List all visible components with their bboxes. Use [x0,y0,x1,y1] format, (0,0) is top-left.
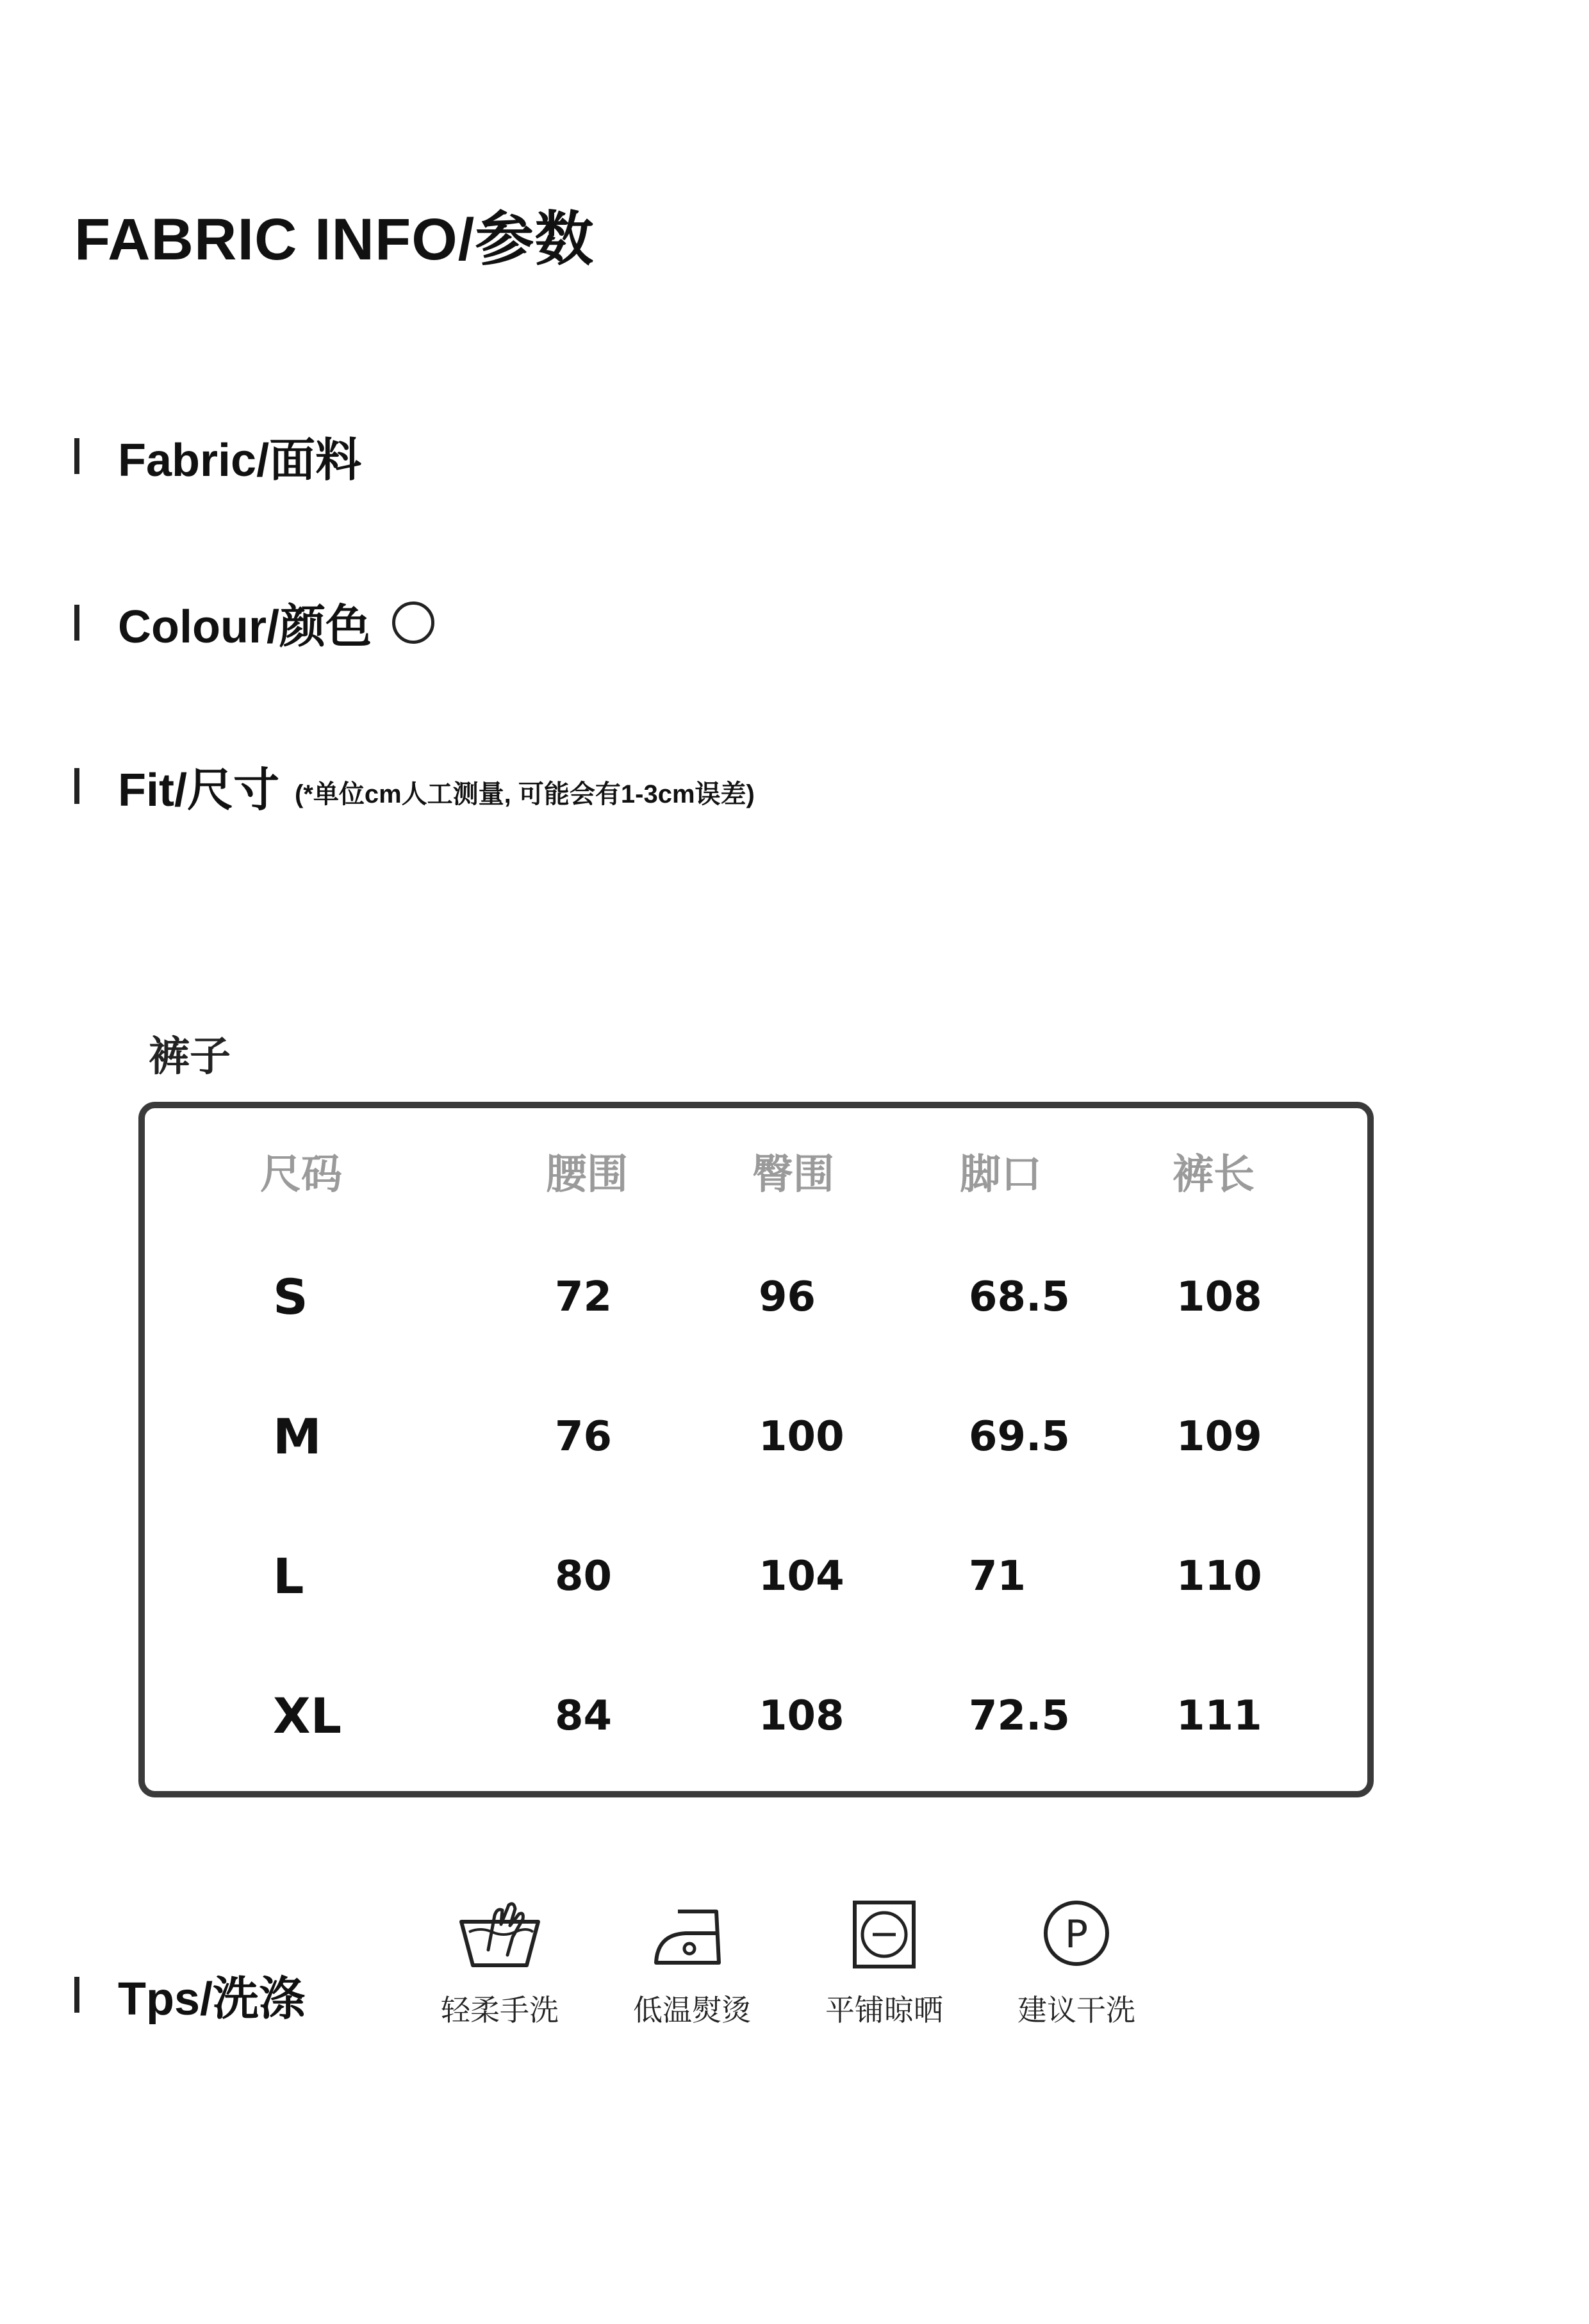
section-fit [74,753,755,819]
colour-swatch-icon [392,601,434,644]
table-cell: 108 [1176,1273,1262,1321]
size-table [138,1102,1374,1797]
fit-note: (*单位cm人工测量, 可能会有1-3cm误差) [294,780,755,808]
header-length: 裤长 [1173,1151,1255,1199]
fit-label: Fit/尺寸 [118,765,279,816]
care-item-low-iron [596,1896,788,2029]
care-item-flat-dry [788,1896,980,2029]
table-cell: 108 [759,1692,844,1740]
table-cell: 104 [759,1553,844,1600]
care-label: 轻柔手洗 [441,1993,559,2027]
size-s: S [273,1268,308,1325]
table-cell: 71 [969,1553,1026,1600]
size-m: M [273,1408,322,1465]
table-caption: 裤子 [149,1033,231,1079]
care-icons [404,1896,1173,2029]
svg-text:P: P [1064,1912,1089,1957]
table-cell: 109 [1176,1413,1262,1461]
header-size: 尺码 [260,1151,342,1199]
table-cell: 80 [555,1553,613,1600]
section-colour [74,589,434,656]
table-cell: 100 [759,1413,844,1461]
section-marker [74,605,79,641]
flat-dry-icon [839,1896,929,1973]
care-item-dry-clean [980,1896,1173,2029]
fabric-label: Fabric/面料 [118,435,362,486]
table-cell: 76 [555,1413,613,1461]
table-cell: 110 [1176,1553,1262,1600]
header-leg-opening: 脚口 [960,1151,1042,1199]
size-l: L [273,1548,304,1605]
care-label: 平铺晾晒 [825,1993,943,2027]
section-marker [74,1977,79,2013]
dry-clean-icon [1032,1896,1121,1973]
care-label: 低温熨烫 [633,1993,751,2027]
table-cell: 84 [555,1692,613,1740]
page-title: FABRIC INFO/参数 [74,207,595,272]
section-fabric [74,423,361,489]
table-cell: 111 [1176,1692,1262,1740]
section-marker [74,768,79,804]
header-hip: 臀围 [752,1151,834,1199]
size-xl: XL [273,1687,342,1744]
table-cell: 68.5 [969,1273,1070,1321]
care-label: 建议干洗 [1017,1993,1135,2027]
low-iron-icon [647,1896,737,1973]
tips-label: Tps/洗涤 [118,1974,306,2025]
colour-label: Colour/颜色 [118,601,372,653]
section-tips [74,1961,305,2028]
table-cell: 72 [555,1273,613,1321]
table-cell: 69.5 [969,1413,1070,1461]
section-marker [74,438,79,474]
care-item-hand-wash [404,1896,596,2029]
hand-wash-icon [455,1896,545,1973]
table-cell: 72.5 [969,1692,1070,1740]
header-waist: 腰围 [546,1151,628,1199]
table-cell: 96 [759,1273,816,1321]
